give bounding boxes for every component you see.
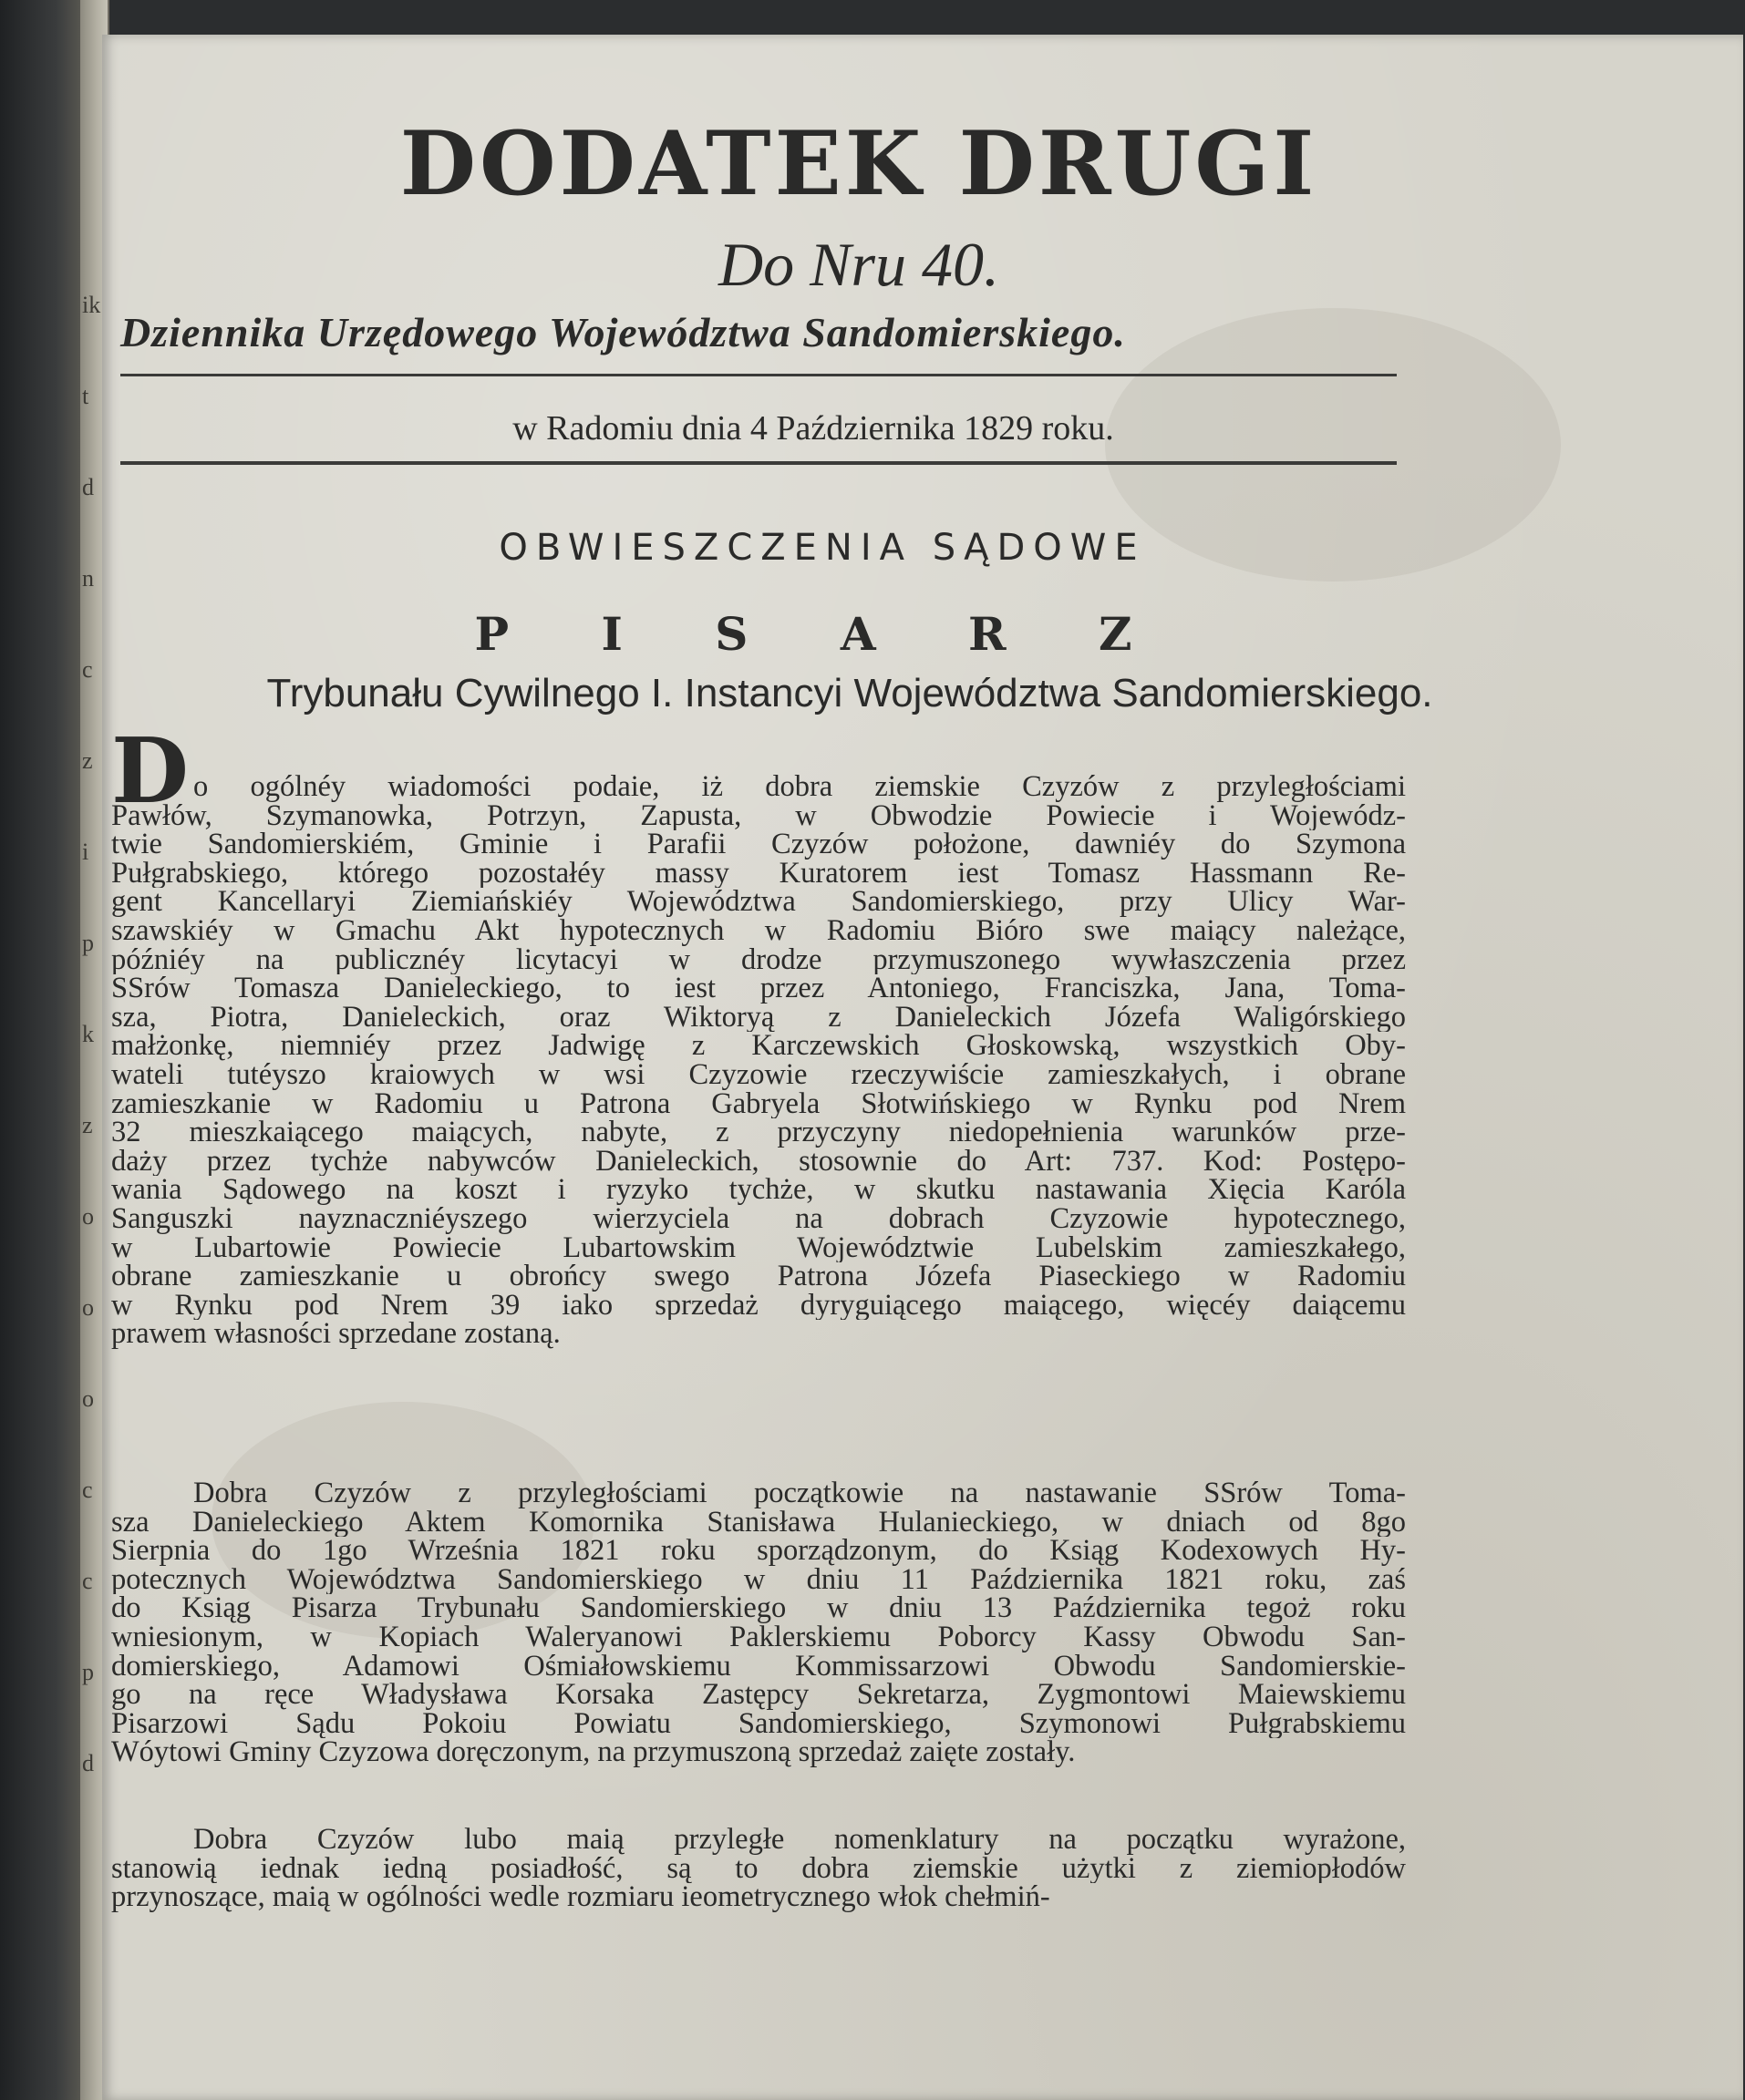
previous-page-fragment: c [82, 1568, 93, 1594]
text-line: wniesionym, w Kopiach Waleryanowi Paklerskiemu Poborcy Kassy Obwodu San- [111, 1622, 1406, 1652]
text-line: Pułgrabskiego, którego pozostałéy massy Kuratorem iest Tomasz Hassmann Re- [111, 859, 1406, 889]
paragraph-2 [111, 1479, 1406, 1767]
masthead-rule [120, 374, 1397, 376]
text-line: prawem własności sprzedane zostaną. [111, 1320, 561, 1349]
text-line: potecznych Województwa Sandomierskiego w dniu 11 Października 1821 roku, zaś [111, 1565, 1406, 1595]
previous-page-fragment: z [82, 1112, 93, 1138]
paragraph-1 [111, 773, 1406, 1349]
text-line: w Lubartowie Powiecie Lubartowskim Województwie Lubelskim zamieszkałego, [111, 1233, 1406, 1263]
office-heading: P I S A R Z [474, 607, 1171, 661]
text-line: Sierpnia do 1go Września 1821 roku sporządzonym, do Ksiąg Kodexowych Hy- [111, 1537, 1406, 1566]
book-binding [0, 0, 80, 2100]
text-line: daży przez tychże nabywców Danieleckich, stosownie do Art: 737. Kod: Postępo- [111, 1147, 1406, 1177]
newspaper-page [102, 35, 1743, 2100]
text-line: przynoszące, maią w ogólności wedle rozmiaru ieometrycznego włok chełmiń- [111, 1883, 1050, 1912]
previous-page-fragment: z [82, 747, 93, 774]
journal-name: Dziennika Urzędowego Województwa Sandomierskiego. [120, 309, 1126, 355]
text-line: stanowią iednak iedną posiadłość, są to dobra ziemskie użytki z ziemiopłodów [111, 1854, 1406, 1884]
text-line: sza Danieleckiego Aktem Komornika Stanisława Hulanieckiego, w dniach od 8go [111, 1508, 1406, 1538]
previous-page-fragment: c [82, 656, 93, 683]
previous-page-fragment: d [82, 474, 94, 500]
text-line: obrane zamieszkanie u obrońcy swego Patrona Józefa Piaseckiego w Radomiu [111, 1262, 1406, 1292]
previous-page-fragment: p [82, 1659, 94, 1685]
previous-page-fragment: ik [82, 292, 101, 318]
text-line: twie Sandomierskiém, Gminie i Parafii Czyzów położone, dawniéy do Szymona [111, 830, 1406, 860]
text-line: Sanguszki nayznaczniéyszego wierzyciela na dobrach Czyzowie hypotecznego, [111, 1204, 1406, 1234]
text-line: Wóytowi Gminy Czyzowa doręczonym, na przymuszoną sprzedaż zaięte zostały. [111, 1738, 1076, 1767]
text-line: o ogólnéy wiadomości podaie, iż dobra ziemskie Czyzów z przyległościami [193, 773, 1406, 802]
previous-page-fragment: n [82, 565, 94, 592]
previous-page-fragment: o [82, 1203, 94, 1230]
previous-page-fragment: o [82, 1385, 94, 1412]
paragraph-3 [111, 1826, 1406, 1912]
text-line: domierskiego, Adamowi Ośmiałowskiemu Kommissarzowi Obwodu Sandomierskie- [111, 1652, 1406, 1682]
text-line: w Rynku pod Nrem 39 iako sprzedaż dyryguiącego maiącego, więcéy daiącemu [111, 1291, 1406, 1321]
text-line: SSrów Tomasza Danieleckiego, to iest przez Antoniego, Franciszka, Jana, Toma- [111, 974, 1406, 1004]
text-line: Dobra Czyzów lubo maią przyległe nomenklatury na początku wyrażone, [193, 1826, 1406, 1855]
dateline: w Radomiu dnia 4 Października 1829 roku. [512, 409, 1114, 448]
previous-page-fragment: d [82, 1750, 94, 1776]
drop-cap: D [111, 719, 189, 824]
text-line: sza, Piotra, Danieleckich, oraz Wiktoryą z Danieleckich Józefa Waligórskiego [111, 1003, 1406, 1033]
text-line: wateli tutéyszo kraiowych w wsi Czyzowie rzeczywiście zamieszkałych, i obrane [111, 1060, 1406, 1090]
masthead-title: DODATEK DRUGI [399, 112, 1318, 215]
text-line: wania Sądowego na koszt i ryzyko tychże, w skutku nastawania Xięcia Karóla [111, 1176, 1406, 1205]
dateline-rule [120, 461, 1397, 465]
previous-page-fragment: p [82, 930, 94, 956]
text-line: 32 mieszkaiącego maiących, nabyte, z przyczyny niedopełnienia warunków prze- [111, 1118, 1406, 1148]
text-line: go na ręce Władysława Korsaka Zastępcy Sekretarza, Zygmontowi Maiewskiemu [111, 1681, 1406, 1710]
previous-page-fragment: k [82, 1021, 94, 1047]
tribunal-heading: Trybunału Cywilnego I. Instancyi Województwa Sandomierskiego. [266, 671, 1433, 715]
text-line: gent Kancellaryi Ziemiańskiéy Województwa Sandomierskiego, przy Ulicy War- [111, 888, 1406, 917]
text-line: Pisarzowi Sądu Pokoiu Powiatu Sandomierskiego, Szymonowi Pułgrabskiemu [111, 1709, 1406, 1739]
text-line: Pawłów, Szymanowka, Potrzyn, Zapusta, w Obwodzie Powiecie i Wojewódz- [111, 801, 1406, 831]
text-line: małżonkę, niemniéy przez Jadwigę z Karczewskich Głoskowską, wszystkich Oby- [111, 1032, 1406, 1061]
text-line: późniéy na publicznéy licytacyi w drodze przymuszonego wywłaszczenia przez [111, 945, 1406, 975]
previous-page-fragment: o [82, 1294, 94, 1321]
text-line: szawskiéy w Gmachu Akt hypotecznych w Radomiu Bióro swe maiący należące, [111, 916, 1406, 946]
text-line: do Ksiąg Pisarza Trybunału Sandomierskiego w dniu 13 Października tegoż roku [111, 1594, 1406, 1623]
text-line: zamieszkanie w Radomiu u Patrona Gabryela Słotwińskiego w Rynku pod Nrem [111, 1089, 1406, 1119]
text-line: Dobra Czyzów z przyległościami początkowie na nastawanie SSrów Toma- [193, 1479, 1406, 1508]
section-heading: OBWIESZCZENIA SĄDOWE [499, 527, 1146, 569]
previous-page-fragment: i [82, 839, 89, 865]
issue-number: Do Nru 40. [718, 230, 999, 299]
previous-page-fragment: t [82, 383, 89, 409]
previous-page-fragment: c [82, 1477, 93, 1503]
